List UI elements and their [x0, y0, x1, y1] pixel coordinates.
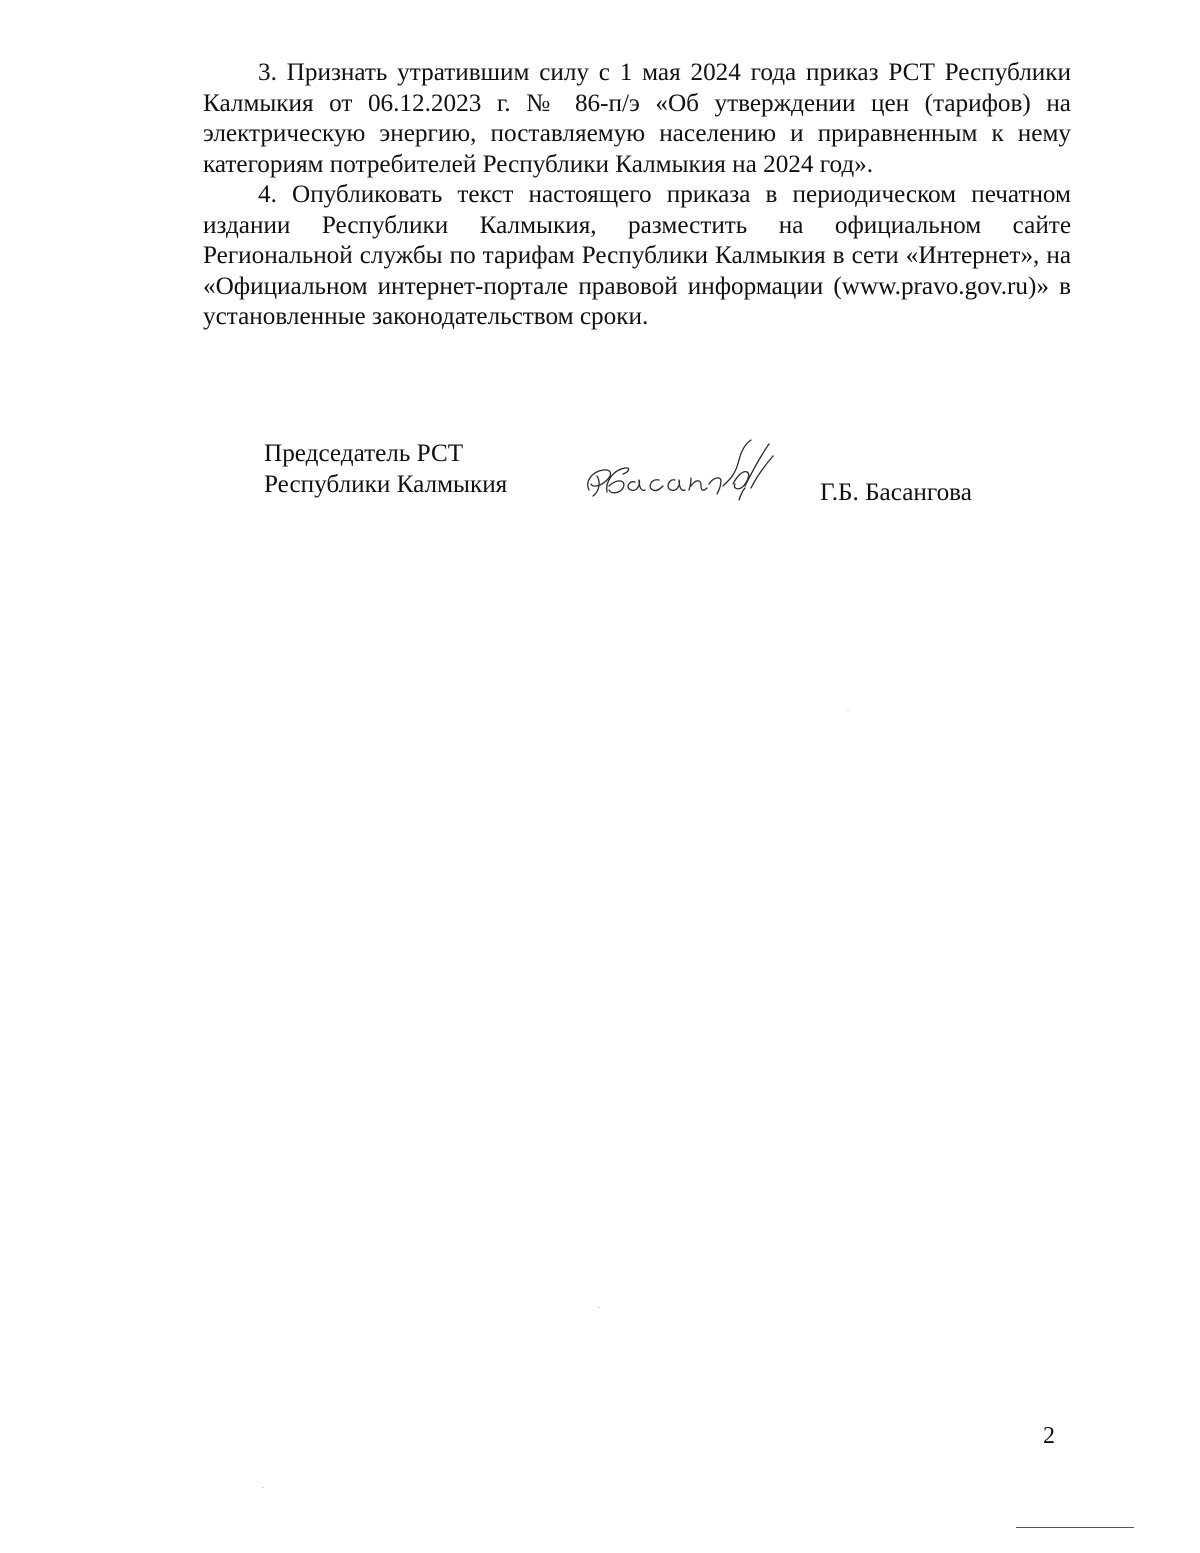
signature-position-line-2: Республики Калмыкия	[264, 471, 508, 498]
scan-speck	[598, 1307, 600, 1308]
footer-rule	[1016, 1527, 1134, 1528]
page-number: 2	[1043, 1423, 1055, 1449]
handwritten-signature	[583, 430, 783, 510]
signature-position-line-1: Председатель РСТ	[264, 440, 464, 467]
scan-speck	[262, 1487, 264, 1488]
signature-position	[264, 438, 507, 500]
paragraph-4: 4. Опубликовать текст настоящего приказа в периодическом печатном издании Республики Калмыкия, разместить на официальном сайте Региональной службы по тарифам Республики Калмыкия в сети «Интернет», на «Официальном интернет-портале правовой информации (www.pravo.gov.ru)» в установленные законодательством сроки.	[203, 181, 1071, 330]
paragraph-3: 3. Признать утратившим силу с 1 мая 2024 года приказ РСТ Республики Калмыкия от 06.12.2023 г. № 86-п/э «Об утверждении цен (тарифов) на электрическую энергию, поставляемую населению и приравненным к нему категориям потребителей Республики Калмыкия на 2024 год».	[203, 59, 1071, 178]
scan-speck	[847, 710, 849, 711]
document-body	[203, 58, 1071, 333]
signer-name: Г.Б. Басангова	[820, 479, 972, 506]
